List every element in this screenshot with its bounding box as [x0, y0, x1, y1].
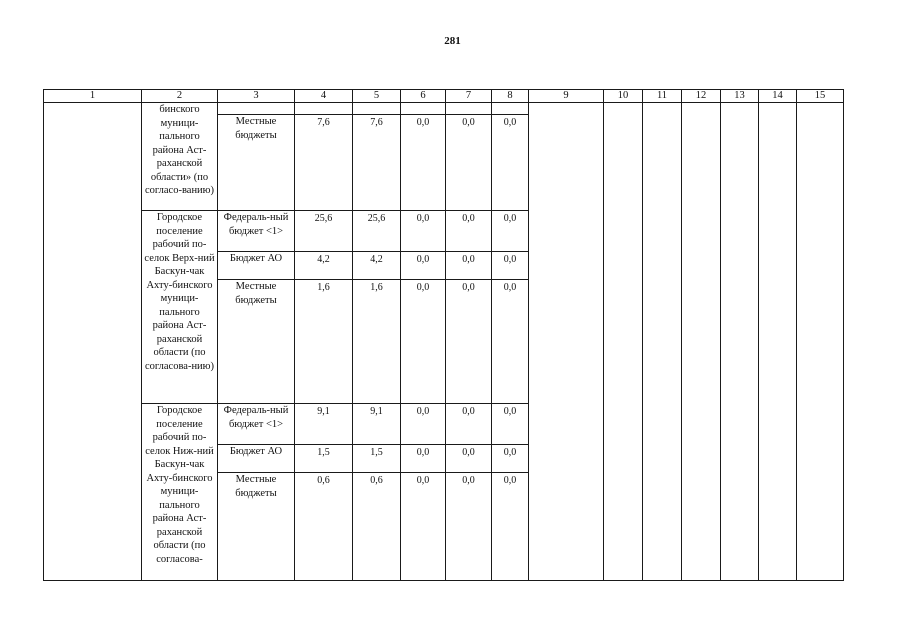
column-number: 4 — [295, 90, 353, 103]
column-number: 10 — [604, 90, 643, 103]
column-number: 9 — [529, 90, 604, 103]
value-col-6: 0,0 — [401, 280, 446, 404]
value-col-4: 1,5 — [295, 445, 353, 473]
value-col-5: 25,6 — [353, 211, 401, 252]
value-col-7: 0,0 — [446, 252, 492, 280]
empty-cell — [492, 103, 529, 115]
column-number: 5 — [353, 90, 401, 103]
funding-source: Местные бюджеты — [218, 473, 295, 581]
value-col-7: 0,0 — [446, 404, 492, 445]
value-col-8: 0,0 — [492, 473, 529, 581]
column-12-cell — [682, 103, 721, 581]
funding-source: Местные бюджеты — [218, 280, 295, 404]
funding-source: Федераль-ный бюджет <1> — [218, 404, 295, 445]
empty-cell — [353, 103, 401, 115]
value-col-4: 7,6 — [295, 115, 353, 211]
value-col-6: 0,0 — [401, 445, 446, 473]
column-number: 14 — [759, 90, 797, 103]
value-col-7: 0,0 — [446, 115, 492, 211]
value-col-5: 9,1 — [353, 404, 401, 445]
value-col-5: 1,5 — [353, 445, 401, 473]
funding-source: Бюджет АО — [218, 445, 295, 473]
value-col-6: 0,0 — [401, 473, 446, 581]
value-col-5: 7,6 — [353, 115, 401, 211]
value-col-6: 0,0 — [401, 115, 446, 211]
column-number: 6 — [401, 90, 446, 103]
value-col-8: 0,0 — [492, 115, 529, 211]
empty-cell — [401, 103, 446, 115]
value-col-4: 4,2 — [295, 252, 353, 280]
column-number: 7 — [446, 90, 492, 103]
municipality-cell: Городское поселение рабочий по-селок Ниж-ний Баскун-чак Ахту-бинского муници-пального района Аст-раханской области (по согласова- — [142, 404, 218, 581]
value-col-7: 0,0 — [446, 280, 492, 404]
value-col-4: 9,1 — [295, 404, 353, 445]
value-col-6: 0,0 — [401, 404, 446, 445]
funding-source: Местные бюджеты — [218, 115, 295, 211]
value-col-8: 0,0 — [492, 280, 529, 404]
column-1-cell — [44, 103, 142, 581]
column-number-row — [44, 90, 844, 103]
value-col-5: 4,2 — [353, 252, 401, 280]
table-row — [44, 103, 844, 115]
value-col-7: 0,0 — [446, 211, 492, 252]
column-number: 13 — [721, 90, 759, 103]
value-col-4: 0,6 — [295, 473, 353, 581]
value-col-6: 0,0 — [401, 211, 446, 252]
municipality-cell: бинского муници-пального района Аст-раханской области» (по согласо-ванию) — [142, 103, 218, 211]
budget-table — [43, 89, 844, 581]
column-number: 11 — [643, 90, 682, 103]
column-9-cell — [529, 103, 604, 581]
value-col-4: 1,6 — [295, 280, 353, 404]
value-col-5: 0,6 — [353, 473, 401, 581]
value-col-4: 25,6 — [295, 211, 353, 252]
column-13-cell — [721, 103, 759, 581]
empty-cell — [295, 103, 353, 115]
column-number: 8 — [492, 90, 529, 103]
funding-source: Федераль-ный бюджет <1> — [218, 211, 295, 252]
value-col-8: 0,0 — [492, 404, 529, 445]
column-number: 3 — [218, 90, 295, 103]
column-10-cell — [604, 103, 643, 581]
column-number: 2 — [142, 90, 218, 103]
column-14-cell — [759, 103, 797, 581]
value-col-8: 0,0 — [492, 252, 529, 280]
column-number: 1 — [44, 90, 142, 103]
value-col-8: 0,0 — [492, 445, 529, 473]
column-15-cell — [797, 103, 844, 581]
empty-cell — [218, 103, 295, 115]
municipality-cell: Городское поселение рабочий по-селок Верх-ний Баскун-чак Ахту-бинского муници-пального района Аст-раханской области (по согласова-нию) — [142, 211, 218, 404]
column-number: 12 — [682, 90, 721, 103]
value-col-7: 0,0 — [446, 445, 492, 473]
value-col-5: 1,6 — [353, 280, 401, 404]
funding-source: Бюджет АО — [218, 252, 295, 280]
column-11-cell — [643, 103, 682, 581]
value-col-8: 0,0 — [492, 211, 529, 252]
value-col-6: 0,0 — [401, 252, 446, 280]
value-col-7: 0,0 — [446, 473, 492, 581]
column-number: 15 — [797, 90, 844, 103]
empty-cell — [446, 103, 492, 115]
page-number: 281 — [444, 35, 461, 47]
